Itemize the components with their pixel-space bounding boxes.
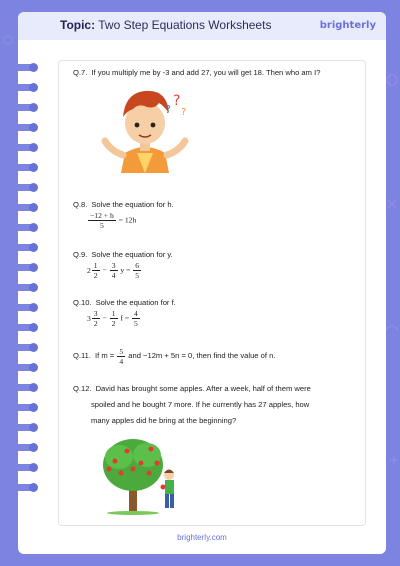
question-12: Q.12. David has brought some apples. After a week, half of them were spoiled and he bought 7 more. If he currently has 27 apples, how many apples did he bring at the beginning?: [73, 384, 311, 425]
svg-text:?: ?: [165, 103, 171, 116]
svg-text:?: ?: [181, 107, 187, 118]
equation-q10: 3 $\frac{3}{2}$ − $\frac{1}{2}$ f = $\frac{4}{5}$: [87, 309, 138, 328]
binding-ring: [10, 304, 36, 311]
binding-ring: [10, 124, 36, 131]
binding-ring: [10, 164, 36, 171]
binding-ring: [10, 144, 36, 151]
binding-ring: [10, 364, 36, 371]
binding-ring: [10, 324, 36, 331]
question-11: Q.11. If m = $\frac{5}{4}$ and −12m + 5n = 0, then find the value of n.: [73, 346, 276, 366]
binding-ring: [10, 244, 36, 251]
binding-ring: [10, 184, 36, 191]
binding-ring: [10, 344, 36, 351]
spiral-binding: [0, 0, 60, 566]
apple-tree-illustration: [99, 435, 189, 515]
binding-ring: [10, 464, 36, 471]
binding-ring: [10, 264, 36, 271]
binding-ring: [10, 484, 36, 491]
binding-ring: [10, 424, 36, 431]
question-8: Q.8. Solve the equation for h.: [73, 200, 174, 209]
question-10: Q.10. Solve the equation for f.: [73, 298, 176, 307]
svg-text:?: ?: [173, 93, 181, 109]
binding-ring: [10, 224, 36, 231]
equation-q8: $\frac{-12 + h}{5}$ = 12h: [90, 211, 137, 230]
binding-ring: [10, 444, 36, 451]
brand-logo: brighterly: [319, 20, 376, 31]
questions-panel: [58, 60, 366, 526]
binding-ring: [10, 384, 36, 391]
binding-ring: [10, 404, 36, 411]
question-7: Q.7. If you multiply me by -3 and add 27, you will get 18. Then who am I?: [73, 68, 321, 77]
page-title: Topic: Two Step Equations Worksheets: [60, 18, 272, 32]
binding-ring: [10, 64, 36, 71]
question-9: Q.9. Solve the equation for y.: [73, 250, 173, 259]
binding-ring: [10, 204, 36, 211]
binding-ring: [10, 104, 36, 111]
boy-thinking-illustration: [95, 83, 195, 173]
equation-q9: 2 $\frac{1}{2}$ − $\frac{3}{4}$ y = $\frac{6}{5}$: [87, 261, 140, 280]
footer-url: brighterly.com: [177, 533, 227, 542]
header-bar: [18, 12, 386, 40]
worksheet-page: [18, 12, 386, 554]
binding-ring: [10, 84, 36, 91]
binding-ring: [10, 284, 36, 291]
